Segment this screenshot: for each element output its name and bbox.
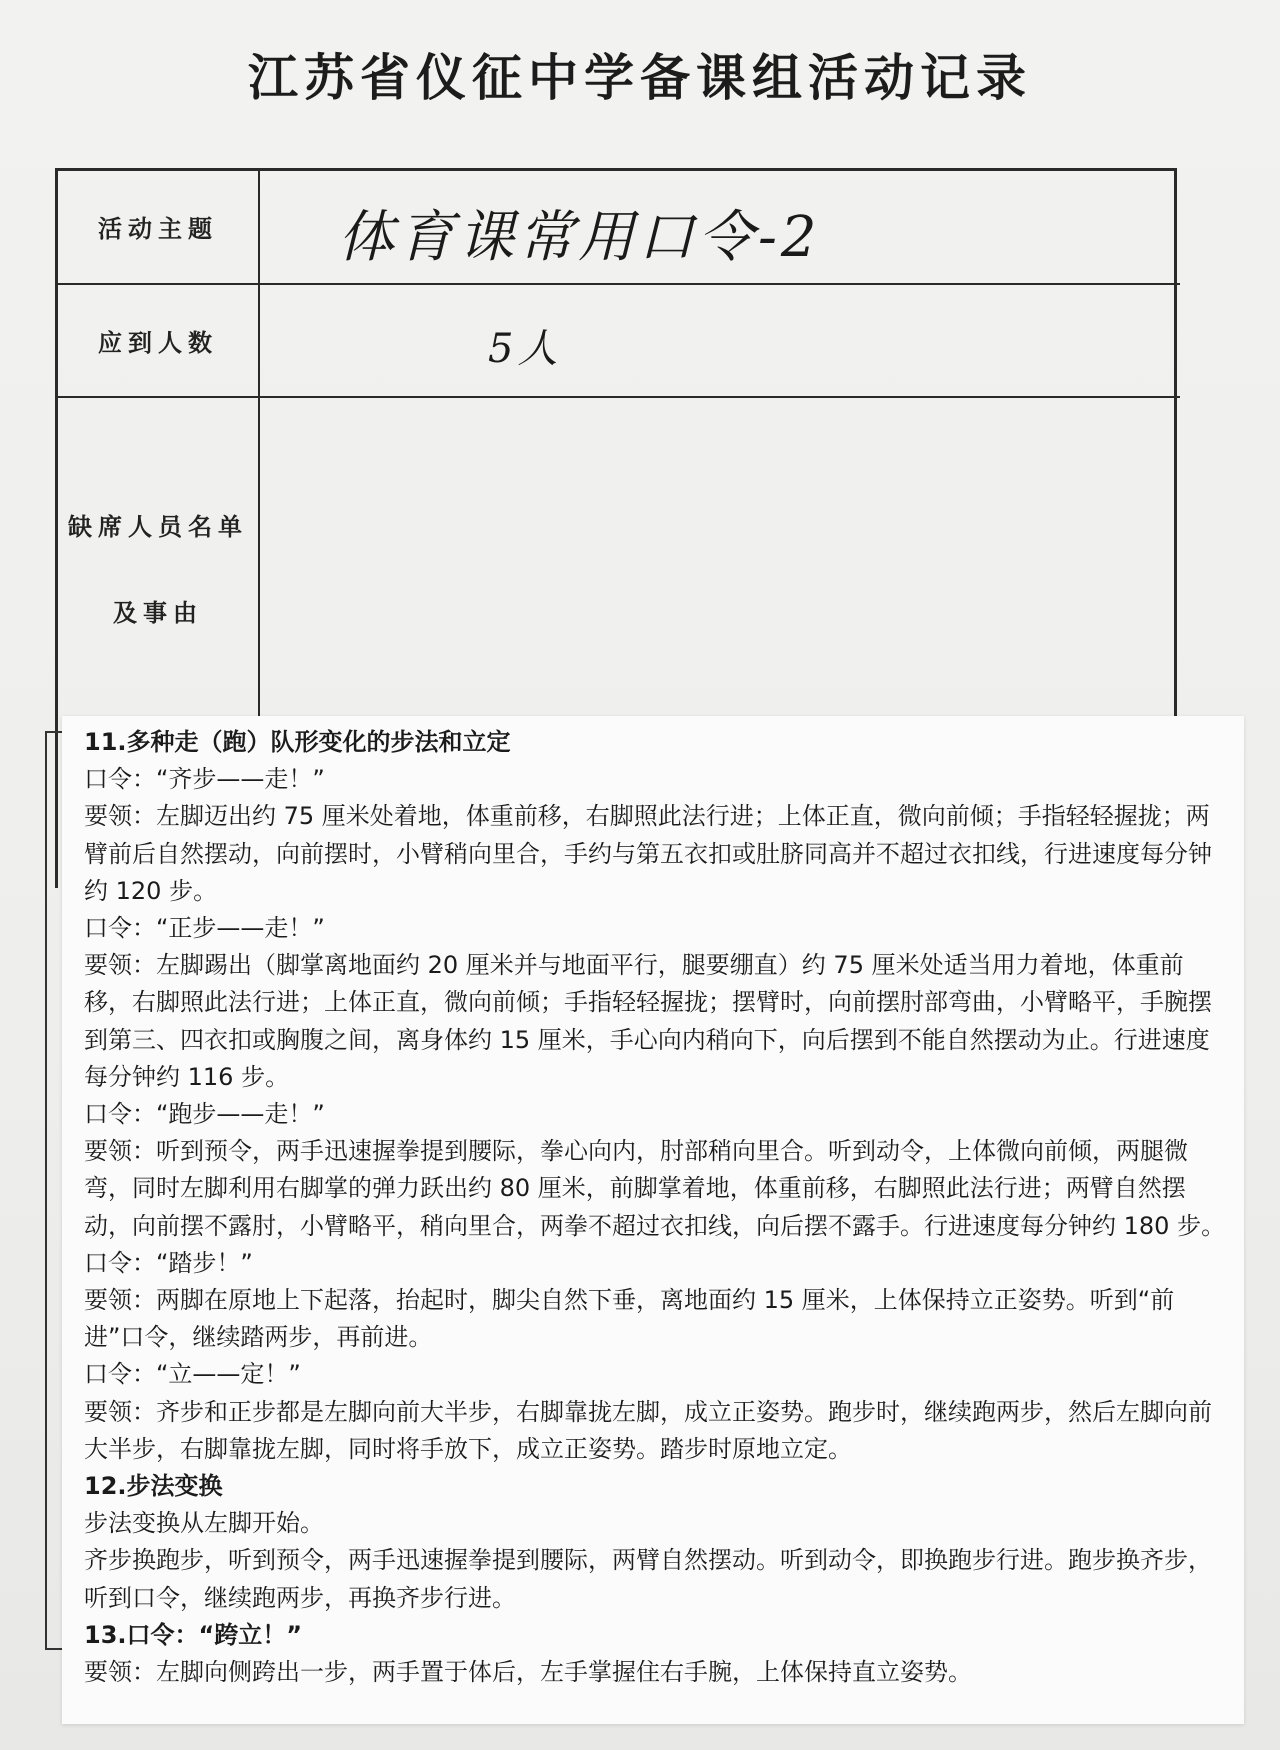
instruction-paragraph: 要领：左脚向侧跨出一步，两手置于体后，左手掌握住右手腕，上体保持直立姿势。 (84, 1658, 972, 1687)
instruction-paragraph: 齐步换跑步，听到预令，两手迅速握拳提到腰际，两臂自然摆动。听到动令，即换跑步行进。跑步换齐步，听到口令，继续跑两步，再换齐步行进。 (84, 1546, 1212, 1612)
command-line: 口令：“立——定！” (84, 1360, 301, 1389)
section-heading: 13.口令：“跨立！” (84, 1620, 303, 1649)
expected-count-label: 应到人数 (98, 328, 218, 357)
command-line: 口令：“正步——走！” (84, 914, 325, 943)
command-line: 口令：“跑步——走！” (84, 1100, 325, 1129)
command-line: 口令：“踏步！” (84, 1248, 253, 1277)
section-heading: 11.多种走（跑）队形变化的步法和立定 (84, 728, 511, 756)
absent-list-label: 缺席人员名单 (68, 512, 248, 541)
section-heading: 12.步法变换 (84, 1472, 223, 1501)
topic-label: 活动主题 (98, 214, 218, 243)
instruction-paragraph: 要领：左脚迈出约 75 厘米处着地，体重前移，右脚照此法行进；上体正直，微向前倾；手指轻轻握拢；两臂前后自然摆动，向前摆时，小臂稍向里合，手约与第五衣扣或肚脐同高并不超过衣扣线，行进速度每分钟约 120 步。 (84, 802, 1212, 905)
instruction-paragraph: 要领：齐步和正步都是左脚向前大半步，右脚靠拢左脚，成立正姿势。跑步时，继续跑两步，然后左脚向前大半步，右脚靠拢左脚，同时将手放下，成立正姿势。踏步时原地立定。 (84, 1397, 1212, 1463)
instruction-paragraph: 要领：两脚在原地上下起落，抬起时，脚尖自然下垂，离地面约 15 厘米，上体保持立正姿势。听到“前进”口令，继续踏两步，再前进。 (84, 1286, 1175, 1352)
table-row-divider (58, 396, 1180, 398)
command-line: 口令：“齐步——走！” (84, 765, 325, 794)
topic-value: 体育课常用口令-2 (338, 205, 821, 270)
absent-reason-label: 及事由 (113, 598, 203, 627)
instruction-paragraph: 步法变换从左脚开始。 (84, 1509, 324, 1538)
margin-bracket (45, 731, 47, 1649)
instruction-paragraph: 要领：左脚踢出（脚掌离地面约 20 厘米并与地面平行，腿要绷直）约 75 厘米处适当用力着地，体重前移，右脚照此法行进；上体正直，微向前倾；手指轻轻握拢；摆臂时，向前摆肘部弯曲，小臂略平，手腕摆到第三、四衣扣或胸腹之间，离身体约 15 厘米，手心向内稍向下，向后摆到不能自然摆动为止。行进速度每分钟约 116 步。 (84, 951, 1212, 1091)
table-row-divider (58, 283, 1180, 285)
instruction-paragraph: 要领：听到预令，两手迅速握拳提到腰际，拳心向内，肘部稍向里合。听到动令，上体微向前倾，两腿微弯，同时左脚利用右脚掌的弹力跃出约 80 厘米，前脚掌着地，体重前移，右脚照此法行进；两臂自然摆动，向前摆不露肘，小臂略平，稍向里合，两拳不超过衣扣线，向后摆不露手。行进速度每分钟约 180 步。 (84, 1137, 1226, 1240)
pasted-note-sheet (62, 716, 1244, 1724)
expected-count-value: 5人 (488, 326, 562, 372)
page-title: 江苏省仪征中学备课组活动记录 (248, 48, 1032, 107)
